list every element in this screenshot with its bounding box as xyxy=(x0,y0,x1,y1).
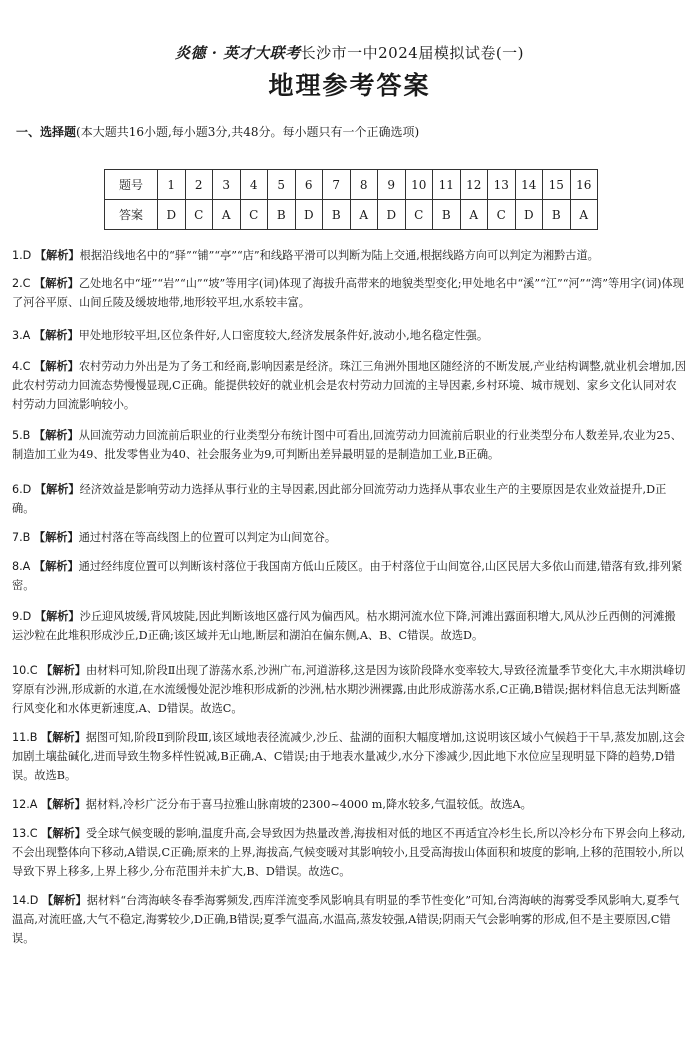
table-cell: 9 xyxy=(378,170,406,200)
table-cell: C xyxy=(240,200,268,230)
explanation-item: 11.B 【解析】据图可知,阶段Ⅱ到阶段Ⅲ,该区域地表径流减少,沙丘、盐湖的面积大幅度增加,这说明该区域小气候趋于干旱,蒸发加剧,这会加剧土壤盐碱化,进而导致生物多样性锐减,B正确,A、C错误;由于地表水量减少,水分下渗减少,因此地下水位应呈现明显下降的趋势,D错误。故选B。 xyxy=(12,731,685,782)
answer-table xyxy=(104,169,598,230)
explanation-item: 7.B 【解析】通过村落在等高线图上的位置可以判定为山间宽谷。 xyxy=(12,531,337,544)
table-cell: 5 xyxy=(268,170,296,200)
table-cell: 14 xyxy=(515,170,543,200)
table-cell: D xyxy=(295,200,323,230)
explanation-item: 10.C 【解析】由材料可知,阶段Ⅱ出现了游荡水系,沙洲广布,河道游移,这是因为该阶段降水变率较大,导致径流量季节变化大,丰水期洪峰切穿原有沙洲,形成新的水道,在水流缓慢处泥沙堆积形成新的沙洲,枯水期沙洲裸露,由此形成游荡水系,C正确,B错误;据材料信息无法判断盛行风变化和水体更新速度,A、D错误。故选C。 xyxy=(12,664,686,715)
exam-header xyxy=(0,42,699,63)
table-cell: A xyxy=(213,200,241,230)
table-cell: A xyxy=(350,200,378,230)
table-cell: D xyxy=(158,200,186,230)
table-cell: 13 xyxy=(488,170,516,200)
table-cell: 16 xyxy=(570,170,598,200)
table-cell: A xyxy=(460,200,488,230)
explanation-list xyxy=(12,246,686,948)
section-heading xyxy=(16,123,419,140)
header-brand: 炎德 · 英才大联考 xyxy=(174,44,301,62)
table-cell: 3 xyxy=(213,170,241,200)
explanation-item: 4.C 【解析】农村劳动力外出是为了务工和经商,影响因素是经济。珠江三角洲外围地区随经济的不断发展,产业结构调整,就业机会增加,因此农村劳动力回流态势慢慢显现,C正确。能提供较好的就业机会是农村劳动力回流的主导因素,乡村环境、城市规划、家乡文化认同对农村劳动力回流影响较小。 xyxy=(12,360,686,411)
table-cell: C xyxy=(488,200,516,230)
table-cell: B xyxy=(433,200,461,230)
explanation-item: 14.D 【解析】据材料“台湾海峡冬春季海雾频发,西库洋流变季风影响具有明显的季节性变化”可知,台湾海峡的海雾受季风影响大,夏季气温高,对流旺盛,大气不稳定,海雾较少,D正确,B错误;夏季气温高,水温高,蒸发较强,A错误;阴雨天气会影响雾的形成,但不是主要原因,C错误。 xyxy=(12,894,680,945)
table-cell: 12 xyxy=(460,170,488,200)
answer-row xyxy=(105,200,598,230)
section-label: 一、选择题 xyxy=(16,125,77,139)
table-cell: D xyxy=(515,200,543,230)
table-cell: C xyxy=(405,200,433,230)
table-cell: 7 xyxy=(323,170,351,200)
explanation-item: 6.D 【解析】经济效益是影响劳动力选择从事行业的主导因素,因此部分回流劳动力选择从事农业生产的主要原因是农业效益提升,D正确。 xyxy=(12,483,667,515)
row-header: 题号 xyxy=(105,170,158,200)
table-cell: 6 xyxy=(295,170,323,200)
section-desc: (本大题共16小题,每小题3分,共48分。每小题只有一个正确选项) xyxy=(76,125,420,139)
table-cell: A xyxy=(570,200,598,230)
table-cell: C xyxy=(185,200,213,230)
explanation-item: 3.A 【解析】甲处地形较平坦,区位条件好,人口密度较大,经济发展条件好,波动小,地名稳定性强。 xyxy=(12,329,489,342)
table-cell: 1 xyxy=(158,170,186,200)
explanation-item: 5.B 【解析】从回流劳动力回流前后职业的行业类型分布统计图中可看出,回流劳动力回流前后职业的行业类型分布人数差异,农业为25、制造加工业为49、批发零售业为40、社会服务业为9,可判断出差异最明显的是制造加工业,B正确。 xyxy=(12,429,682,461)
table-cell: 11 xyxy=(433,170,461,200)
question-number-row xyxy=(105,170,598,200)
table-cell: 15 xyxy=(543,170,571,200)
explanation-item: 2.C 【解析】乙处地名中“垭”“岩”“山”“坡”等用字(词)体现了海拔升高带来的地貌类型变化;甲处地名中“溪”“江”“河”“湾”等用字(词)体现了河谷平原、山间丘陵及缓坡地带,地形较平坦,水系较丰富。 xyxy=(12,277,684,309)
explanation-item: 13.C 【解析】受全球气候变暖的影响,温度升高,会导致因为热量改善,海拔相对低的地区不再适宜冷杉生长,所以冷杉分布下界会向上移动,不会出现整体向下移动,A错误,C正确;原来的上界,海拔高,气候变暖对其影响较小,且受高海拔山体面积和坡度的影响,上移的范围较小,所以导致下界上移多,上界上移少,分布范围并未扩大,B、D错误。故选C。 xyxy=(12,827,686,878)
table-cell: 8 xyxy=(350,170,378,200)
table-cell: 10 xyxy=(405,170,433,200)
table-cell: 2 xyxy=(185,170,213,200)
table-cell: D xyxy=(378,200,406,230)
explanation-item: 8.A 【解析】通过经纬度位置可以判断该村落位于我国南方低山丘陵区。由于村落位于山间宽谷,山区民居大多依山而建,错落有致,排列紧密。 xyxy=(12,560,683,592)
table-cell: 4 xyxy=(240,170,268,200)
page-title: 地理参考答案 xyxy=(268,71,431,100)
explanation-item: 9.D 【解析】沙丘迎风坡缓,背风坡陡,因此判断该地区盛行风为偏西风。枯水期河流水位下降,河滩出露面积增大,风从沙丘西侧的河滩搬运沙粒在此堆积形成沙丘,D正确;该区域并无山地,断层和湖泊在偏东侧,A、B、C错误。故选D。 xyxy=(12,610,676,642)
row-header: 答案 xyxy=(105,200,158,230)
table-cell: B xyxy=(323,200,351,230)
table-cell: B xyxy=(543,200,571,230)
explanation-item: 1.D 【解析】根据沿线地名中的“驿”“铺”“亭”“店”和线路平滑可以判断为陆上交通,根据线路方向可以判定为湘黔古道。 xyxy=(12,249,599,262)
explanation-item: 12.A 【解析】据材料,冷杉广泛分布于喜马拉雅山脉南坡的2300~4000 m,降水较多,气温较低。故选A。 xyxy=(12,798,532,811)
header-exam: 长沙市一中2024届模拟试卷(一) xyxy=(300,44,525,62)
table-cell: B xyxy=(268,200,296,230)
